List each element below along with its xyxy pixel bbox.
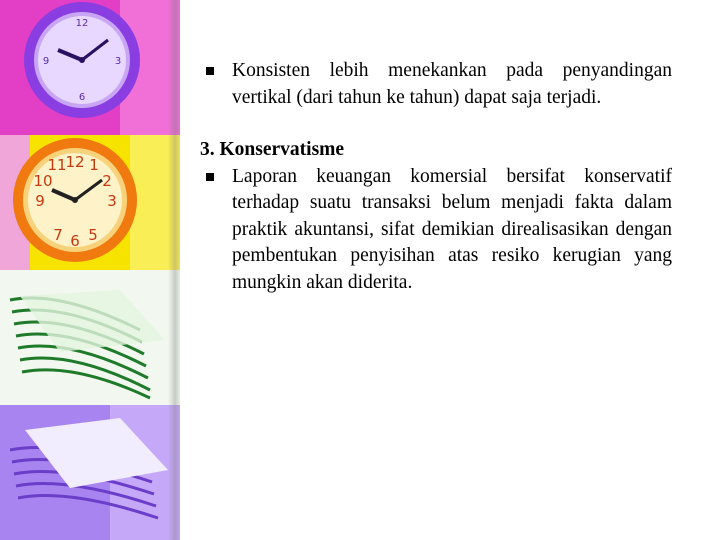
svg-text:2: 2 xyxy=(102,172,112,190)
slide-body xyxy=(200,58,672,296)
purple-papers-icon xyxy=(0,405,180,540)
section-heading: 3. Konservatisme xyxy=(200,139,345,160)
strip-edge-shadow xyxy=(168,0,180,540)
svg-text:6: 6 xyxy=(78,92,86,103)
svg-text:7: 7 xyxy=(53,226,63,244)
svg-text:1: 1 xyxy=(89,156,99,174)
bullet-item-konsisten xyxy=(200,58,672,111)
square-bullet-icon xyxy=(206,67,214,75)
svg-text:12: 12 xyxy=(75,18,89,29)
green-papers-icon xyxy=(0,270,180,405)
svg-text:10: 10 xyxy=(33,172,53,190)
svg-text:11: 11 xyxy=(47,156,67,174)
bullet-item-laporan xyxy=(200,164,672,297)
svg-text:3: 3 xyxy=(107,192,117,210)
orange-clock-icon xyxy=(0,135,180,270)
purple-clock-icon xyxy=(0,0,180,135)
svg-text:9: 9 xyxy=(42,56,50,67)
decor-collage xyxy=(0,0,180,540)
svg-text:6: 6 xyxy=(70,232,80,250)
svg-text:5: 5 xyxy=(88,226,98,244)
svg-text:9: 9 xyxy=(35,192,45,210)
bullet-text: Laporan keuangan komersial bersifat konservatif terhadap suatu transaksi belum menjadi fakta dalam praktik akuntansi, sifat demikian direalisasikan dengan pembentukan penyisihan atas resiko kerugian yang mungkin akan diderita. xyxy=(232,165,672,293)
svg-text:12: 12 xyxy=(65,153,85,171)
square-bullet-icon xyxy=(206,173,214,181)
decorative-image-strip xyxy=(0,0,180,540)
bullet-text: Konsisten lebih menekankan pada penyandingan vertikal (dari tahun ke tahun) dapat saja terjadi. xyxy=(232,60,672,108)
svg-text:3: 3 xyxy=(114,56,122,67)
